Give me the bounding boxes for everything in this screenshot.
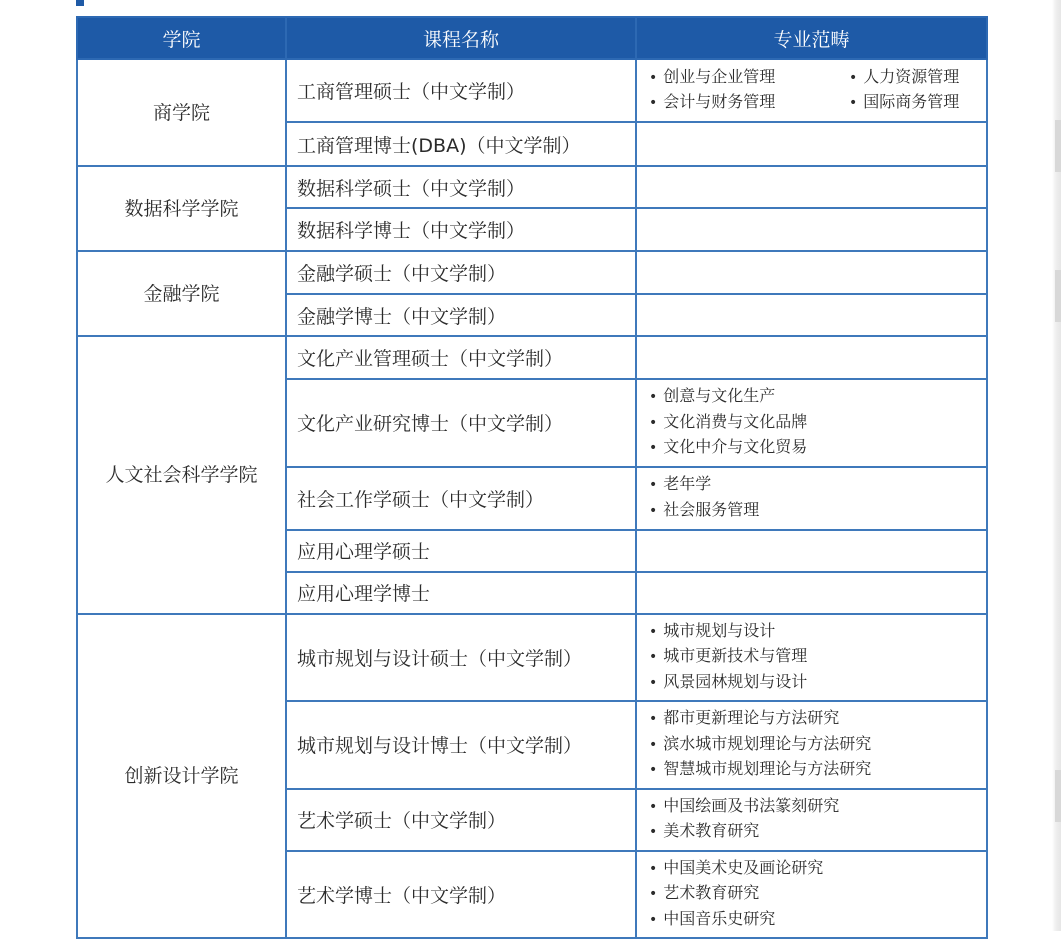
course-cell: 数据科学硕士（中文学制）: [286, 166, 636, 208]
table-row: [77, 166, 987, 208]
course-cell: 数据科学博士（中文学制）: [286, 208, 636, 251]
category-cell: [636, 208, 987, 251]
category-item: • 老年学: [649, 472, 978, 498]
course-cell: 城市规划与设计硕士（中文学制）: [286, 614, 636, 702]
category-item: • 中国美术史及画论研究: [649, 856, 978, 882]
category-cell: [636, 701, 987, 789]
category-item: • 文化消费与文化品牌: [649, 410, 978, 436]
category-item: • 艺术教育研究: [649, 881, 978, 907]
college-cell: 金融学院: [77, 251, 286, 336]
category-item: • 城市更新技术与管理: [649, 644, 978, 670]
page-edge-mark: [1055, 770, 1061, 822]
category-cell: [636, 572, 987, 614]
category-cell: [636, 336, 987, 379]
category-item: • 滨水城市规划理论与方法研究: [649, 732, 978, 758]
category-cell: [636, 789, 987, 851]
category-cell: [636, 251, 987, 294]
category-item: • 创意与文化生产: [649, 384, 978, 410]
table-header-row: [77, 17, 987, 59]
page-edge-mark: [1055, 120, 1061, 172]
category-cell: [636, 166, 987, 208]
category-item: • 城市规划与设计: [649, 619, 978, 645]
category-list: [649, 856, 978, 933]
header-course: 课程名称: [286, 17, 636, 59]
category-cell: [636, 614, 987, 702]
category-cell: [636, 530, 987, 572]
category-item: • 社会服务管理: [649, 498, 978, 524]
category-cell: [636, 59, 987, 122]
course-cell: 社会工作学硕士（中文学制）: [286, 467, 636, 530]
category-item: • 中国绘画及书法篆刻研究: [649, 794, 978, 820]
category-item: • 风景园林规划与设计: [649, 670, 978, 696]
category-item: • 文化中介与文化贸易: [649, 435, 978, 461]
category-item: • 都市更新理论与方法研究: [649, 706, 978, 732]
page-edge-mark: [1055, 270, 1061, 322]
category-cell: [636, 294, 987, 336]
category-item: • 美术教育研究: [649, 819, 978, 845]
college-cell: 数据科学学院: [77, 166, 286, 251]
table-row: [77, 336, 987, 379]
category-list: [649, 384, 978, 461]
college-cell: 商学院: [77, 59, 286, 166]
course-table: [76, 16, 988, 939]
course-cell: 城市规划与设计博士（中文学制）: [286, 701, 636, 789]
header-college: 学院: [77, 17, 286, 59]
category-item: • 国际商务管理: [849, 90, 989, 116]
table-row: [77, 59, 987, 122]
course-cell: 工商管理博士(DBA)（中文学制）: [286, 122, 636, 166]
college-cell: 创新设计学院: [77, 614, 286, 939]
category-cell: [636, 851, 987, 939]
category-list: [649, 619, 978, 696]
category-item: • 人力资源管理: [849, 65, 989, 91]
header-category: 专业范畴: [636, 17, 987, 59]
category-item: • 会计与财务管理: [649, 90, 849, 116]
course-cell: 工商管理硕士（中文学制）: [286, 59, 636, 122]
course-cell: 金融学博士（中文学制）: [286, 294, 636, 336]
top-accent-bar: [76, 0, 84, 6]
course-cell: 文化产业研究博士（中文学制）: [286, 379, 636, 467]
category-list: [649, 706, 978, 783]
category-item: • 智慧城市规划理论与方法研究: [649, 757, 978, 783]
category-cell: [636, 379, 987, 467]
category-list: [649, 65, 978, 116]
course-cell: 金融学硕士（中文学制）: [286, 251, 636, 294]
category-item: • 中国音乐史研究: [649, 907, 978, 933]
course-cell: 艺术学博士（中文学制）: [286, 851, 636, 939]
college-cell: 人文社会科学学院: [77, 336, 286, 614]
category-cell: [636, 122, 987, 166]
category-item: • 创业与企业管理: [649, 65, 849, 91]
category-cell: [636, 467, 987, 530]
table-row: [77, 614, 987, 702]
course-cell: 艺术学硕士（中文学制）: [286, 789, 636, 851]
table-row: [77, 251, 987, 294]
category-list: [649, 472, 978, 523]
course-cell: 应用心理学硕士: [286, 530, 636, 572]
category-list: [649, 794, 978, 845]
course-cell: 应用心理学博士: [286, 572, 636, 614]
course-cell: 文化产业管理硕士（中文学制）: [286, 336, 636, 379]
